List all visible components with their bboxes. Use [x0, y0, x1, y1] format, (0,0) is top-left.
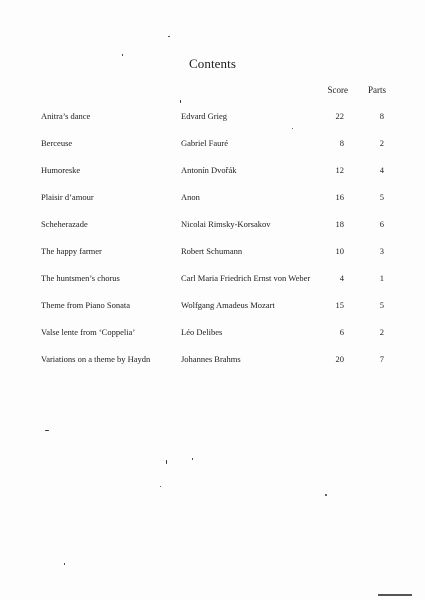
- entry-composer: Wolfgang Amadeus Mozart: [181, 300, 275, 310]
- scan-speck: [168, 36, 170, 37]
- entry-parts-page: 5: [379, 192, 384, 202]
- entry-composer: Nicolai Rimsky-Korsakov: [181, 219, 271, 229]
- entry-composer: Robert Schumann: [181, 246, 243, 256]
- scan-speck: [325, 494, 327, 496]
- contents-entry: [0, 191, 425, 218]
- scan-speck: [292, 128, 293, 129]
- contents-entry: [0, 164, 425, 191]
- entry-title: Theme from Piano Sonata: [41, 300, 130, 310]
- scan-speck: [180, 100, 181, 103]
- entry-score-page: 4: [339, 273, 344, 283]
- contents-entry: [0, 272, 425, 299]
- scan-speck: [45, 430, 49, 431]
- contents-entry: [0, 218, 425, 245]
- scan-edge-mark: [378, 594, 412, 596]
- entry-parts-page: 7: [379, 354, 384, 364]
- entry-composer: Anon: [181, 192, 200, 202]
- entry-parts-page: 5: [379, 300, 384, 310]
- scan-speck: [160, 486, 161, 487]
- entry-score-page: 8: [339, 138, 344, 148]
- entry-composer: Edvard Grieg: [181, 111, 228, 121]
- parts-column-header: Parts: [368, 85, 386, 95]
- entry-score-page: 22: [335, 111, 344, 121]
- entry-title: The huntsmen’s chorus: [41, 273, 120, 283]
- entry-parts-page: 1: [379, 273, 384, 283]
- entry-composer: Johannes Brahms: [181, 354, 241, 364]
- contents-entry: [0, 110, 425, 137]
- entry-title: Humoreske: [41, 165, 81, 175]
- page-title: Contents: [188, 56, 237, 71]
- entry-title: Valse lente from ‘Coppelia’: [41, 327, 136, 337]
- entry-title: Anitra’s dance: [41, 111, 91, 121]
- entry-title: Scheherazade: [41, 219, 88, 229]
- scan-speck: [64, 563, 65, 565]
- entry-title: Berceuse: [41, 138, 73, 148]
- contents-entry: [0, 326, 425, 353]
- entry-score-page: 20: [335, 354, 344, 364]
- entry-composer: Gabriel Fauré: [181, 138, 228, 148]
- entry-parts-page: 6: [379, 219, 384, 229]
- entry-score-page: 16: [335, 192, 344, 202]
- entry-composer: Léo Delibes: [181, 327, 223, 337]
- entry-parts-page: 2: [379, 138, 384, 148]
- entry-composer: Carl Maria Friedrich Ernst von Weber: [181, 273, 311, 283]
- entry-title: Plaisir d’amour: [41, 192, 94, 202]
- entry-score-page: 10: [335, 246, 344, 256]
- entry-score-page: 12: [335, 165, 344, 175]
- entry-title: Variations on a theme by Haydn: [41, 354, 151, 364]
- scan-speck: [166, 460, 167, 464]
- contents-entry: [0, 299, 425, 326]
- entry-composer: Antonín Dvořák: [181, 165, 237, 175]
- entry-score-page: 6: [339, 327, 344, 337]
- entry-parts-page: 2: [379, 327, 384, 337]
- entry-parts-page: 8: [379, 111, 384, 121]
- contents-entry: [0, 245, 425, 272]
- contents-entry: [0, 137, 425, 164]
- scan-speck: [192, 458, 193, 460]
- entry-score-page: 18: [335, 219, 344, 229]
- score-column-header: Score: [327, 85, 348, 95]
- contents-list: [0, 110, 425, 380]
- scan-speck: [122, 54, 123, 56]
- entry-parts-page: 4: [379, 165, 384, 175]
- entry-parts-page: 3: [379, 246, 384, 256]
- contents-entry: [0, 353, 425, 380]
- entry-score-page: 15: [335, 300, 344, 310]
- entry-title: The happy farmer: [41, 246, 102, 256]
